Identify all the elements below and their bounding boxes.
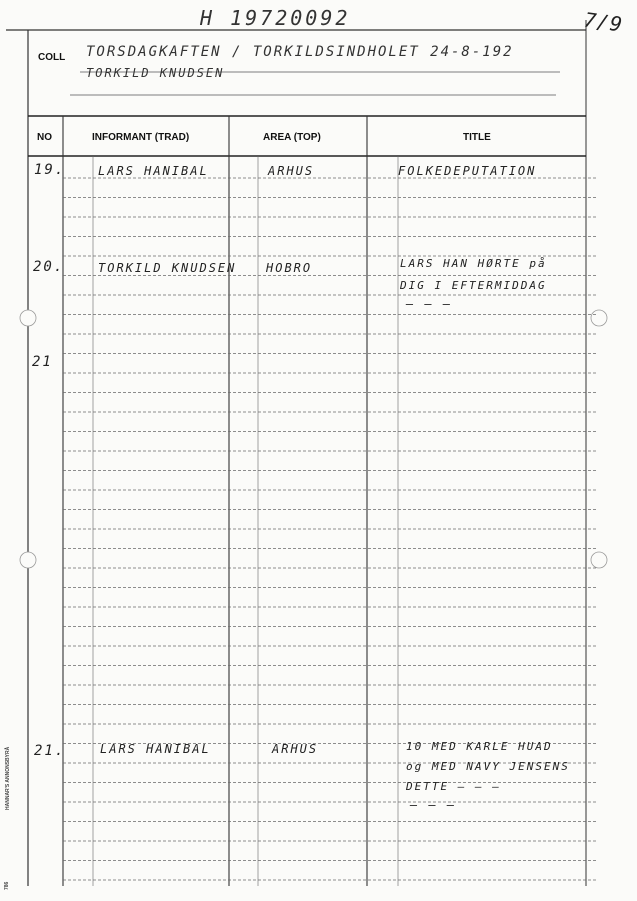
entry-19-informant: LARS HANIBAL xyxy=(98,164,209,178)
entry-20-area: HOBRO xyxy=(266,261,313,275)
form-number: 786 xyxy=(4,881,10,890)
entry-20-informant: TORKILD KNUDSEN xyxy=(98,261,237,275)
entry-20-title-line-2: DIG I EFTERMIDDAG xyxy=(400,279,547,292)
collection-collector: TORKILD KNUDSEN xyxy=(86,66,225,80)
collection-title: TORSDAGKAFTEN / TORKILDSINDHOLET 24-8-192 xyxy=(86,44,514,60)
entry-20-title-line-3: – – – xyxy=(406,297,453,311)
header-area: AREA (TOP) xyxy=(263,132,321,143)
entry-20-no: 20. xyxy=(33,259,65,275)
header-informant: INFORMANT (TRAD) xyxy=(92,132,190,143)
entry-19-area: ARHUS xyxy=(268,164,315,178)
entry-21-title-line-1: 10 MED KARLE HUAD xyxy=(406,740,553,753)
page-number: 7/9 xyxy=(582,7,625,37)
entry-21-title-line-2: og MED NAVY JENSENS xyxy=(406,760,570,773)
entry-21-marker: 21 xyxy=(32,354,53,370)
entry-21-title-line-3: DETTE – – – xyxy=(406,780,501,793)
entry-21-area: ARHUS xyxy=(272,742,319,756)
entry-20-title-line-1: LARS HAN HØRTE på xyxy=(400,257,547,270)
entry-21-title-line-4: – – – xyxy=(410,798,457,812)
coll-label: COLL xyxy=(38,52,66,63)
entry-19-title-line-1: FOLKEDEPUTATION xyxy=(398,164,537,178)
entry-19-no: 19. xyxy=(34,162,66,178)
entry-21-no: 21. xyxy=(34,743,66,759)
printer-imprint: HANNAR'S ANNONSBYRÅ xyxy=(5,746,11,810)
header-title: TITLE xyxy=(463,132,491,143)
header-no: NO xyxy=(37,132,52,143)
entry-21-informant: LARS HANIBAL xyxy=(100,742,211,756)
archive-reference: H 19720092 xyxy=(200,6,351,30)
